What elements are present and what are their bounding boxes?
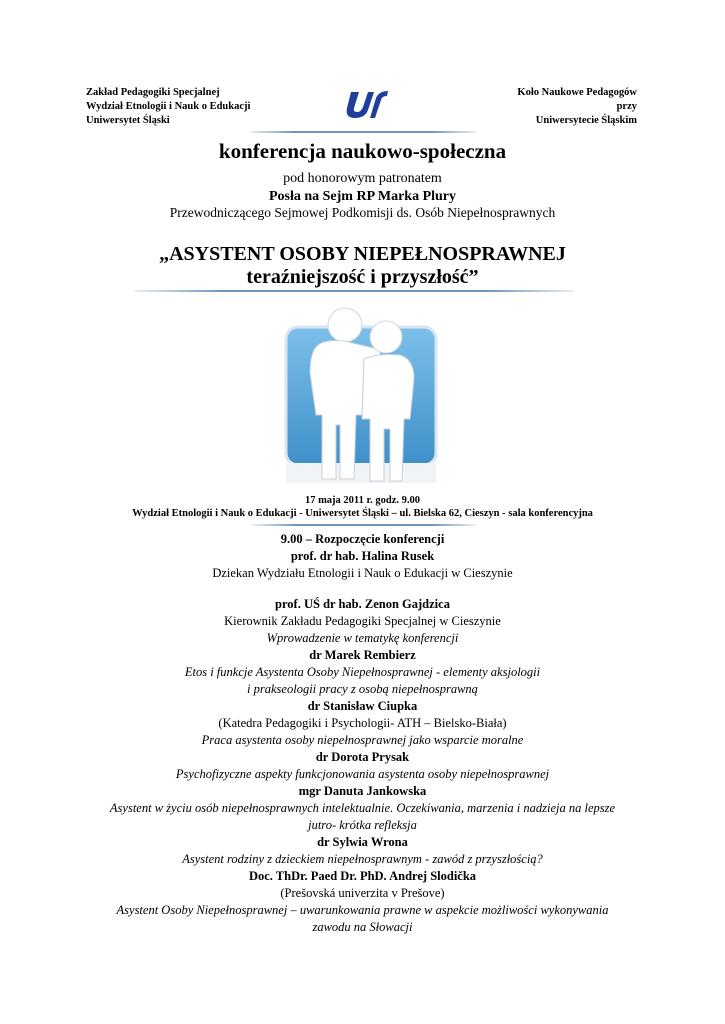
program-topic: Asystent rodziny z dzieckiem niepełnosprawnym - zawód z przyszłością? (182, 852, 543, 866)
program-topic: Asystent Osoby Niepełnosprawnej – uwarunkowania prawne w aspekcie możliwości wykonywania (116, 903, 609, 917)
program-list (0, 531, 725, 936)
program-spacer (0, 582, 725, 596)
divider (250, 131, 476, 133)
program-topic: i prakseologii pracy z osobą niepełnosprawną (247, 682, 478, 696)
event-venue: Wydział Etnologii i Nauk o Edukacji - Uniwersytet Śląski – ul. Bielska 62, Cieszyn - sala konferencyjna (132, 508, 593, 519)
header-right-line: przy (616, 101, 637, 112)
program-speaker: dr Marek Rembierz (309, 648, 416, 662)
patron-name: Posła na Sejm RP Marka Plury (268, 189, 457, 204)
program-speaker: dr Dorota Prysak (315, 750, 410, 764)
program-affiliation: (Katedra Pedagogiki i Psychologii- ATH – Bielsko-Biała) (218, 716, 507, 730)
program-topic: Praca asystenta osoby niepełnosprawnej jako wsparcie moralne (201, 733, 524, 747)
program-topic: zawodu na Słowacji (312, 920, 413, 934)
program-speaker: mgr Danuta Jankowska (298, 784, 427, 798)
program-affiliation: Dziekan Wydziału Etnologii i Nauk o Edukacji w Cieszynie (212, 566, 513, 580)
program-topic: Psychofizyczne aspekty funkcjonowania asystenta osoby niepełnosprawnej (175, 767, 550, 781)
university-logo-icon (343, 88, 389, 120)
header-left-line: Zakład Pedagogiki Specjalnej (86, 87, 220, 98)
program-speaker: prof. UŚ dr hab. Zenon Gajdzica (275, 597, 450, 611)
program-speaker: dr Sylwia Wrona (317, 835, 408, 849)
program-topic: Asystent w życiu osób niepełnosprawnych intelektualnie. Oczekiwania, marzenia i nadzieja na lepsze (109, 801, 616, 815)
divider (134, 290, 574, 292)
program-topic: Wprowadzenie w tematykę konferencji (266, 631, 459, 645)
header-left-line: Wydział Etnologii i Nauk o Edukacji (86, 101, 251, 112)
patron-role: Przewodniczącego Sejmowej Podkomisji ds. Osób Niepełnosprawnych (169, 205, 556, 220)
divider (252, 524, 476, 526)
program-topic: Etos i funkcje Asystenta Osoby Niepełnosprawnej - elementy aksjologii (184, 665, 541, 679)
conference-title: „ASYSTENT OSOBY NIEPEŁNOSPRAWNEJ (159, 243, 566, 265)
conference-subtitle: teraźniejszość i przyszłość” (246, 266, 479, 288)
header-right (517, 86, 637, 128)
header-left-line: Uniwersytet Śląski (86, 115, 170, 126)
patronage-line: pod honorowym patronatem (283, 171, 442, 186)
header-right-line: Koło Naukowe Pedagogów (517, 87, 637, 98)
program-speaker: 9.00 – Rozpoczęcie konferencji (280, 532, 445, 546)
program-topic: jutro- krótka refleksja (308, 818, 417, 832)
program-speaker: prof. dr hab. Halina Rusek (290, 549, 435, 563)
program-affiliation: (Prešovská univerzita v Prešove) (280, 886, 445, 900)
conference-type: konferencja naukowo-społeczna (218, 139, 507, 163)
two-people-illustration (282, 303, 440, 486)
program-speaker: Doc. ThDr. Paed Dr. PhD. Andrej Slodička (248, 869, 477, 883)
header-right-line: Uniwersytecie Śląskim (535, 115, 637, 126)
program-speaker: dr Stanisław Ciupka (307, 699, 418, 713)
event-date: 17 maja 2011 r. godz. 9.00 (304, 495, 421, 506)
program-affiliation: Kierownik Zakładu Pedagogiki Specjalnej w Cieszynie (224, 614, 501, 628)
header-left (86, 86, 250, 128)
